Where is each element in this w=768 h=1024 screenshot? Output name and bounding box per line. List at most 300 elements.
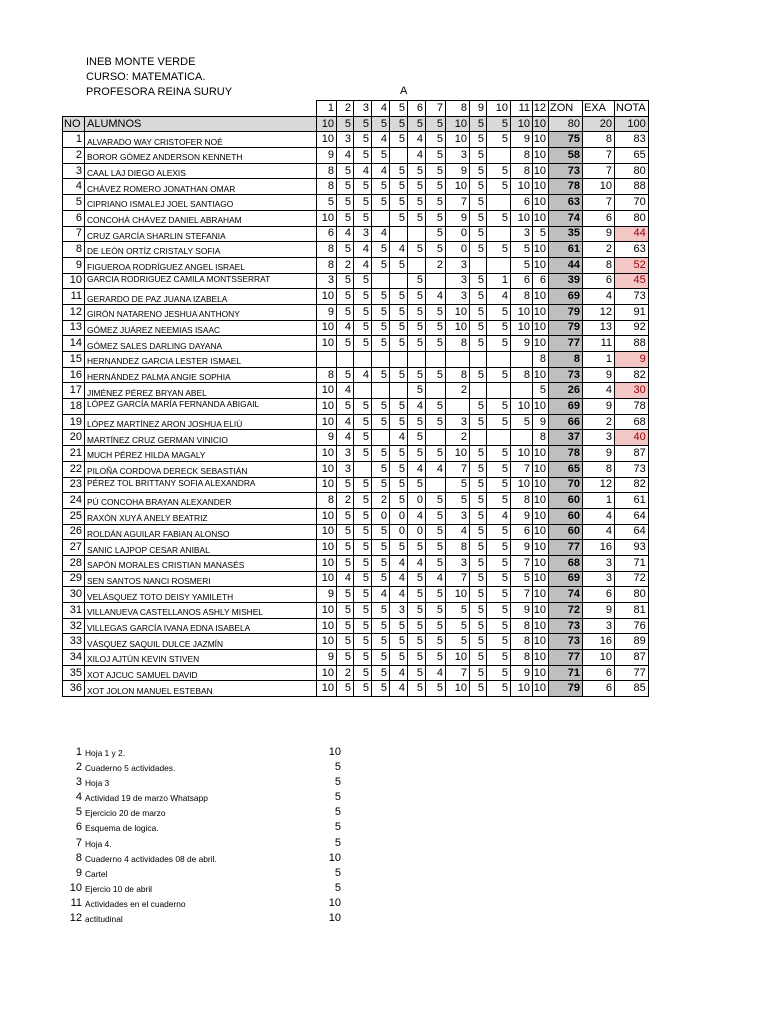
activity-score xyxy=(354,352,372,368)
activity-score: 5 xyxy=(426,634,446,650)
student-number: 10 xyxy=(63,273,85,289)
activity-score: 5 xyxy=(470,304,487,320)
zone-total: 79 xyxy=(549,681,583,697)
activity-score: 3 xyxy=(446,289,470,305)
legend-number: 10 xyxy=(69,881,82,894)
final-grade: 85 xyxy=(615,681,649,697)
zone-total: 72 xyxy=(549,603,583,619)
activity-score: 8 xyxy=(511,618,533,634)
activity-score: 10 xyxy=(511,681,533,697)
activity-header: 10 xyxy=(487,101,511,117)
activity-score: 6 xyxy=(511,524,533,540)
student-number: 23 xyxy=(63,477,85,493)
activity-score: 5 xyxy=(408,446,426,462)
exam-score: 9 xyxy=(583,367,615,383)
final-grade: 80 xyxy=(615,210,649,226)
activity-score: 5 xyxy=(446,477,470,493)
student-name: GIRÓN NATARENO JESHUA ANTHONY xyxy=(85,304,317,320)
student-row xyxy=(63,555,649,571)
activity-score: 6 xyxy=(511,273,533,289)
student-row xyxy=(63,163,649,179)
activity-score: 5 xyxy=(426,163,446,179)
activity-score: 10 xyxy=(533,477,549,493)
zone-total: 73 xyxy=(549,367,583,383)
no-header: NO xyxy=(63,116,85,132)
activity-score: 4 xyxy=(354,242,372,258)
legend-number: 12 xyxy=(69,912,82,925)
activity-header: 3 xyxy=(354,101,372,117)
activity-score: 10 xyxy=(533,587,549,603)
final-grade: 73 xyxy=(615,461,649,477)
activity-score: 5 xyxy=(408,210,426,226)
activity-score: 5 xyxy=(408,540,426,556)
student-row xyxy=(63,336,649,352)
exam-score: 9 xyxy=(583,603,615,619)
activity-score: 10 xyxy=(533,367,549,383)
student-name: FIGUEROA RODRÍGUEZ ANGEL ISRAEL xyxy=(85,257,317,273)
activity-score: 4 xyxy=(390,430,408,446)
activity-score: 5 xyxy=(426,555,446,571)
activity-score: 10 xyxy=(446,681,470,697)
activity-score: 5 xyxy=(487,681,511,697)
activity-score: 5 xyxy=(372,618,390,634)
legend-points: 5 xyxy=(334,836,341,849)
activity-score: 5 xyxy=(470,132,487,148)
activity-score: 10 xyxy=(317,336,337,352)
activity-score: 5 xyxy=(470,681,487,697)
activity-score: 10 xyxy=(533,179,549,195)
activity-score: 5 xyxy=(426,367,446,383)
activity-score: 3 xyxy=(511,226,533,242)
activity-header: 1 xyxy=(317,101,337,117)
activity-score: 5 xyxy=(426,148,446,164)
activity-score: 5 xyxy=(487,461,511,477)
activity-score xyxy=(390,273,408,289)
final-grade: 64 xyxy=(615,524,649,540)
exam-score: 9 xyxy=(583,226,615,242)
student-number: 7 xyxy=(63,226,85,242)
zone-total: 35 xyxy=(549,226,583,242)
activity-score: 7 xyxy=(511,461,533,477)
activity-score: 4 xyxy=(408,461,426,477)
activity-score: 3 xyxy=(337,132,354,148)
activity-score: 4 xyxy=(408,399,426,415)
final-grade: 52 xyxy=(615,257,649,273)
activity-score: 4 xyxy=(337,571,354,587)
activity-score: 5 xyxy=(337,681,354,697)
activity-score: 9 xyxy=(446,210,470,226)
final-grade: 64 xyxy=(615,508,649,524)
legend-points: 10 xyxy=(328,746,341,758)
activity-score: 5 xyxy=(470,477,487,493)
activity-score: 10 xyxy=(533,618,549,634)
max-points: 5 xyxy=(408,116,426,132)
zone-total: 69 xyxy=(549,399,583,415)
activity-score: 5 xyxy=(390,195,408,211)
activity-score: 5 xyxy=(372,446,390,462)
student-name: PÉREZ TOL BRITTANY SOFIA ALEXANDRA xyxy=(85,477,317,493)
nota-header: NOTA xyxy=(615,101,649,117)
activity-score: 8 xyxy=(317,163,337,179)
activity-score: 8 xyxy=(446,540,470,556)
activity-score: 7 xyxy=(446,195,470,211)
activity-score: 10 xyxy=(317,603,337,619)
exam-score: 16 xyxy=(583,634,615,650)
activity-score: 3 xyxy=(446,414,470,430)
student-row xyxy=(63,257,649,273)
legend-number: 1 xyxy=(75,746,82,758)
student-row xyxy=(63,540,649,556)
student-number: 34 xyxy=(63,650,85,666)
activity-score: 5 xyxy=(470,540,487,556)
activity-score: 9 xyxy=(511,540,533,556)
activity-score: 5 xyxy=(426,195,446,211)
student-name: MUCH PÉREZ HILDA MAGALY xyxy=(85,446,317,462)
activity-score: 5 xyxy=(372,336,390,352)
activity-header: 6 xyxy=(408,101,426,117)
activity-score: 2 xyxy=(337,665,354,681)
student-row xyxy=(63,132,649,148)
student-row xyxy=(63,446,649,462)
activity-score: 5 xyxy=(487,367,511,383)
student-row xyxy=(63,352,649,368)
activity-score: 5 xyxy=(470,603,487,619)
activity-score: 5 xyxy=(426,587,446,603)
student-number: 1 xyxy=(63,132,85,148)
activity-score: 5 xyxy=(533,226,549,242)
activity-score xyxy=(372,383,390,399)
legend-number: 6 xyxy=(75,821,82,834)
activity-score: 9 xyxy=(446,163,470,179)
legend-points: 5 xyxy=(334,776,341,789)
zone-total: 77 xyxy=(549,650,583,666)
activity-score: 4 xyxy=(487,289,511,305)
activity-score: 5 xyxy=(408,665,426,681)
activity-score: 5 xyxy=(487,540,511,556)
student-row xyxy=(63,493,649,509)
activity-header: 7 xyxy=(426,101,446,117)
student-name: XILOJ AJTÚN KEVIN STIVEN xyxy=(85,650,317,666)
activity-score xyxy=(426,352,446,368)
activity-score: 4 xyxy=(408,148,426,164)
exam-score: 3 xyxy=(583,555,615,571)
exam-score: 9 xyxy=(583,446,615,462)
activity-score xyxy=(390,352,408,368)
legend-number: 7 xyxy=(75,836,82,849)
activity-score: 10 xyxy=(511,210,533,226)
activity-score: 5 xyxy=(372,414,390,430)
activity-score: 5 xyxy=(408,603,426,619)
final-grade: 83 xyxy=(615,132,649,148)
final-grade: 82 xyxy=(615,477,649,493)
activity-score: 4 xyxy=(446,524,470,540)
activity-score xyxy=(390,226,408,242)
student-number: 28 xyxy=(63,555,85,571)
activity-score: 10 xyxy=(317,461,337,477)
exam-score: 1 xyxy=(583,352,615,368)
student-row xyxy=(63,148,649,164)
student-row xyxy=(63,226,649,242)
activity-score xyxy=(487,195,511,211)
legend-number: 3 xyxy=(75,776,82,789)
student-row xyxy=(63,603,649,619)
student-row xyxy=(63,289,649,305)
activity-score: 5 xyxy=(354,148,372,164)
student-number: 22 xyxy=(63,461,85,477)
exam-score: 6 xyxy=(583,210,615,226)
activity-score: 5 xyxy=(470,508,487,524)
activity-score: 5 xyxy=(337,242,354,258)
blank-cell xyxy=(63,101,85,117)
activity-score: 4 xyxy=(372,587,390,603)
activity-score: 10 xyxy=(317,618,337,634)
student-row xyxy=(63,681,649,697)
activity-score: 5 xyxy=(372,681,390,697)
activity-score: 10 xyxy=(317,383,337,399)
final-grade: 68 xyxy=(615,414,649,430)
activity-score: 5 xyxy=(487,132,511,148)
activity-score: 4 xyxy=(390,665,408,681)
activity-score: 5 xyxy=(354,304,372,320)
student-number: 8 xyxy=(63,242,85,258)
activity-score: 10 xyxy=(533,555,549,571)
activity-score: 5 xyxy=(511,571,533,587)
activity-score: 5 xyxy=(390,618,408,634)
activity-score: 5 xyxy=(390,414,408,430)
activity-score xyxy=(487,430,511,446)
activity-score: 10 xyxy=(533,446,549,462)
max-points: 10 xyxy=(446,116,470,132)
activity-score: 5 xyxy=(354,132,372,148)
activity-score: 5 xyxy=(470,210,487,226)
student-number: 17 xyxy=(63,383,85,399)
activity-score: 5 xyxy=(372,665,390,681)
activity-score: 5 xyxy=(354,571,372,587)
activity-score: 4 xyxy=(354,163,372,179)
activity-score: 10 xyxy=(533,650,549,666)
zone-total: 74 xyxy=(549,210,583,226)
activity-score: 5 xyxy=(390,163,408,179)
zone-total: 58 xyxy=(549,148,583,164)
activity-score: 5 xyxy=(354,493,372,509)
legend-points: 5 xyxy=(334,791,341,804)
activity-score: 5 xyxy=(408,634,426,650)
activity-score: 5 xyxy=(390,446,408,462)
student-number: 18 xyxy=(63,399,85,415)
student-name: ALVARADO WAY CRISTOFER NOÉ xyxy=(85,132,317,148)
activity-score: 8 xyxy=(317,242,337,258)
activity-score: 5 xyxy=(354,508,372,524)
activity-score: 2 xyxy=(446,430,470,446)
activity-score: 5 xyxy=(426,132,446,148)
activity-score: 5 xyxy=(487,414,511,430)
activity-score: 10 xyxy=(317,414,337,430)
activity-score: 5 xyxy=(408,195,426,211)
max-points: 5 xyxy=(470,116,487,132)
student-name: CIPRIANO ISMALEJ JOEL SANTIAGO xyxy=(85,195,317,211)
zon-header: ZON xyxy=(549,101,583,117)
activity-score: 5 xyxy=(533,383,549,399)
activity-score xyxy=(511,430,533,446)
student-name: SANIC LAJPOP CESAR ANIBAL xyxy=(85,540,317,556)
activity-score: 4 xyxy=(390,555,408,571)
final-grade: 81 xyxy=(615,603,649,619)
activity-score: 10 xyxy=(317,524,337,540)
student-name: MARTÍNEZ CRUZ GERMAN VINICIO xyxy=(85,430,317,446)
final-grade: 92 xyxy=(615,320,649,336)
activity-score xyxy=(408,352,426,368)
final-grade: 45 xyxy=(615,273,649,289)
activity-score: 5 xyxy=(426,524,446,540)
activity-score: 9 xyxy=(511,336,533,352)
activity-score: 3 xyxy=(337,461,354,477)
activity-score: 5 xyxy=(511,242,533,258)
activity-score: 5 xyxy=(354,681,372,697)
legend-points: 5 xyxy=(334,806,341,819)
activity-score: 5 xyxy=(470,665,487,681)
activity-score: 9 xyxy=(511,603,533,619)
activity-score: 10 xyxy=(446,650,470,666)
student-name: VELÁSQUEZ TOTO DEISY YAMILETH xyxy=(85,587,317,603)
student-number: 21 xyxy=(63,446,85,462)
activity-score: 10 xyxy=(533,195,549,211)
activity-score: 10 xyxy=(533,603,549,619)
activity-score: 4 xyxy=(354,367,372,383)
activity-score: 3 xyxy=(446,273,470,289)
activity-score: 5 xyxy=(426,618,446,634)
activity-score: 7 xyxy=(446,665,470,681)
student-number: 6 xyxy=(63,210,85,226)
activity-score xyxy=(470,257,487,273)
activity-score: 10 xyxy=(317,634,337,650)
activity-score: 8 xyxy=(446,336,470,352)
activity-score: 8 xyxy=(317,179,337,195)
activity-score: 4 xyxy=(426,289,446,305)
zone-total: 75 xyxy=(549,132,583,148)
student-name: BOROR GÓMEZ ANDERSON KENNETH xyxy=(85,148,317,164)
activity-score: 4 xyxy=(390,681,408,697)
grades-table xyxy=(62,100,649,697)
activity-score: 5 xyxy=(337,399,354,415)
activity-score: 5 xyxy=(487,320,511,336)
activity-score: 5 xyxy=(354,524,372,540)
activity-score: 5 xyxy=(354,665,372,681)
activity-score: 4 xyxy=(487,508,511,524)
activity-score: 5 xyxy=(487,603,511,619)
activity-score xyxy=(354,383,372,399)
student-number: 11 xyxy=(63,289,85,305)
activity-score: 10 xyxy=(446,304,470,320)
activity-score: 5 xyxy=(337,618,354,634)
activity-score: 10 xyxy=(533,508,549,524)
activity-score xyxy=(426,477,446,493)
final-grade: 78 xyxy=(615,399,649,415)
activity-score: 5 xyxy=(390,304,408,320)
activity-score: 5 xyxy=(408,367,426,383)
final-grade: 76 xyxy=(615,618,649,634)
activity-score: 5 xyxy=(408,320,426,336)
activity-score: 5 xyxy=(390,650,408,666)
student-name: CHÁVEZ ROMERO JONATHAN OMAR xyxy=(85,179,317,195)
activity-score: 5 xyxy=(470,461,487,477)
activity-score: 5 xyxy=(426,493,446,509)
activity-score xyxy=(426,273,446,289)
student-row xyxy=(63,665,649,681)
student-row xyxy=(63,587,649,603)
final-grade: 70 xyxy=(615,195,649,211)
activity-score: 3 xyxy=(446,257,470,273)
activity-score xyxy=(470,352,487,368)
activity-header: 8 xyxy=(446,101,470,117)
student-number: 14 xyxy=(63,336,85,352)
activity-header: 12 xyxy=(533,101,549,117)
activity-score: 5 xyxy=(390,257,408,273)
zone-total: 60 xyxy=(549,508,583,524)
activity-score xyxy=(470,383,487,399)
activity-score: 5 xyxy=(470,336,487,352)
activity-score: 5 xyxy=(337,195,354,211)
activity-score: 7 xyxy=(511,555,533,571)
student-name: HERNÁNDEZ PALMA ANGIE SOPHIA xyxy=(85,367,317,383)
student-name: HERNANDEZ GARCIA LESTER ISMAEL xyxy=(85,352,317,368)
legend-points: 5 xyxy=(334,866,341,879)
activity-score: 5 xyxy=(408,571,426,587)
legend-points: 5 xyxy=(334,761,341,774)
activity-score: 5 xyxy=(337,336,354,352)
activity-header: 9 xyxy=(470,101,487,117)
zone-total: 61 xyxy=(549,242,583,258)
activity-score: 5 xyxy=(408,383,426,399)
zone-total: 78 xyxy=(549,446,583,462)
student-name: CRUZ GARCÍA SHARLIN STEFANIA xyxy=(85,226,317,242)
activity-score: 4 xyxy=(390,571,408,587)
student-number: 13 xyxy=(63,320,85,336)
student-number: 2 xyxy=(63,148,85,164)
student-name: CAAL LAJ DIEGO ALEXIS xyxy=(85,163,317,179)
activity-score: 3 xyxy=(354,226,372,242)
activity-header: 11 xyxy=(511,101,533,117)
activity-score: 5 xyxy=(470,650,487,666)
activity-score: 4 xyxy=(426,665,446,681)
student-row xyxy=(63,508,649,524)
activity-score: 5 xyxy=(470,493,487,509)
zone-total: 37 xyxy=(549,430,583,446)
student-number: 24 xyxy=(63,493,85,509)
activity-score: 5 xyxy=(470,273,487,289)
activity-score: 3 xyxy=(390,603,408,619)
activity-score: 5 xyxy=(354,477,372,493)
exam-score: 4 xyxy=(583,289,615,305)
activity-score: 10 xyxy=(317,681,337,697)
activity-score: 10 xyxy=(317,320,337,336)
activity-score: 4 xyxy=(426,571,446,587)
activity-score: 2 xyxy=(337,493,354,509)
activity-score: 5 xyxy=(390,399,408,415)
final-grade: 87 xyxy=(615,650,649,666)
activity-score: 5 xyxy=(426,681,446,697)
exam-score: 10 xyxy=(583,650,615,666)
activity-score: 4 xyxy=(408,508,426,524)
activity-score: 10 xyxy=(533,336,549,352)
activity-score: 5 xyxy=(354,195,372,211)
activity-score: 8 xyxy=(511,289,533,305)
student-number: 3 xyxy=(63,163,85,179)
activity-score xyxy=(426,430,446,446)
activity-score: 5 xyxy=(390,336,408,352)
activity-score: 5 xyxy=(487,634,511,650)
final-grade: 80 xyxy=(615,587,649,603)
activity-score: 5 xyxy=(354,634,372,650)
